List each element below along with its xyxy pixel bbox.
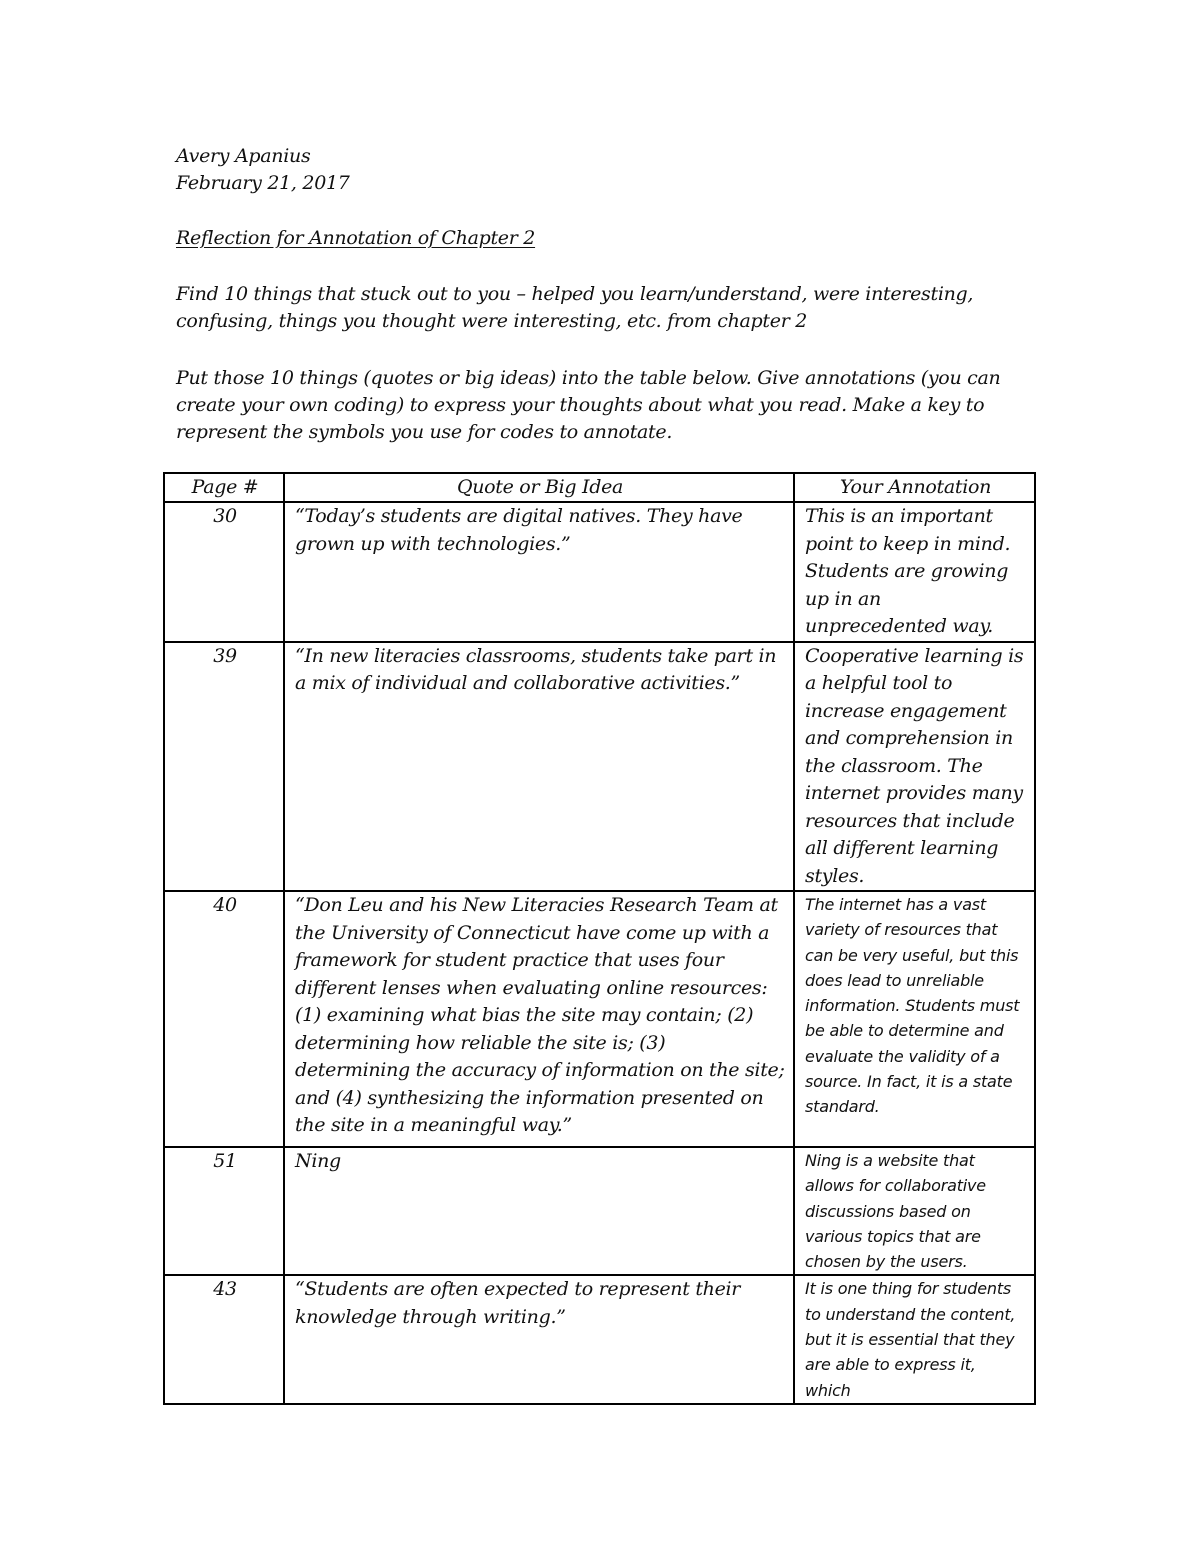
author-name: Avery Apanius	[176, 145, 311, 167]
row-annotation: This is an important point to keep in mind. Students are growing up in an unprecedented way.	[794, 502, 1035, 642]
row-page-number: 39	[164, 642, 284, 892]
row-page-number: 30	[164, 502, 284, 642]
table-header-row	[164, 473, 1035, 502]
row-quote: “In new literacies classrooms, students take part in a mix of individual and collaborative activities.”	[284, 642, 794, 892]
instructions-paragraph-1: Find 10 things that stuck out to you – helped you learn/understand, were interesting, confusing, things you thought were interesting, etc. from chapter 2	[176, 283, 974, 332]
table-row	[164, 891, 1035, 1147]
instructions-paragraph-2: Put those 10 things (quotes or big ideas) into the table below. Give annotations (you can create your own coding) to express your thoughts about what you read. Make a key to represent the symbols you use for codes to annotate.	[176, 367, 1001, 443]
header-quote: Quote or Big Idea	[284, 473, 794, 502]
row-page-number: 40	[164, 891, 284, 1147]
row-annotation: Cooperative learning is a helpful tool to increase engagement and comprehension in the classroom. The internet provides many resources that include all different learning styles.	[794, 642, 1035, 892]
row-annotation: It is one thing for students to understand the content, but it is essential that they are able to express it, which	[794, 1275, 1035, 1403]
header-annotation: Your Annotation	[794, 473, 1035, 502]
row-quote: “Students are often expected to represent their knowledge through writing.”	[284, 1275, 794, 1403]
document-title: Reflection for Annotation of Chapter 2	[176, 227, 536, 249]
row-annotation: The internet has a vast variety of resources that can be very useful, but this does lead to unreliable information. Students must be able to determine and evaluate the validity of a source. In fact, it is a state standard.	[794, 891, 1035, 1147]
row-page-number: 51	[164, 1147, 284, 1275]
row-quote: Ning	[284, 1147, 794, 1275]
table-row	[164, 642, 1035, 892]
row-quote: “Don Leu and his New Literacies Research Team at the University of Connecticut have come up with a framework for student practice that uses four different lenses when evaluating online resources: (1) examining what bias the site may contain; (2) determining how reliable the site is; (3) determining the accuracy of information on the site; and (4) synthesizing the information presented on the site in a meaningful way.”	[284, 891, 794, 1147]
document-date: February 21, 2017	[176, 172, 350, 194]
table-row	[164, 1275, 1035, 1403]
annotation-table	[163, 472, 1036, 1405]
header-page-number: Page #	[164, 473, 284, 502]
table-row	[164, 1147, 1035, 1275]
table-row	[164, 502, 1035, 642]
row-annotation: Ning is a website that allows for collaborative discussions based on various topics that are chosen by the users.	[794, 1147, 1035, 1275]
row-page-number: 43	[164, 1275, 284, 1403]
row-quote: “Today’s students are digital natives. They have grown up with technologies.”	[284, 502, 794, 642]
